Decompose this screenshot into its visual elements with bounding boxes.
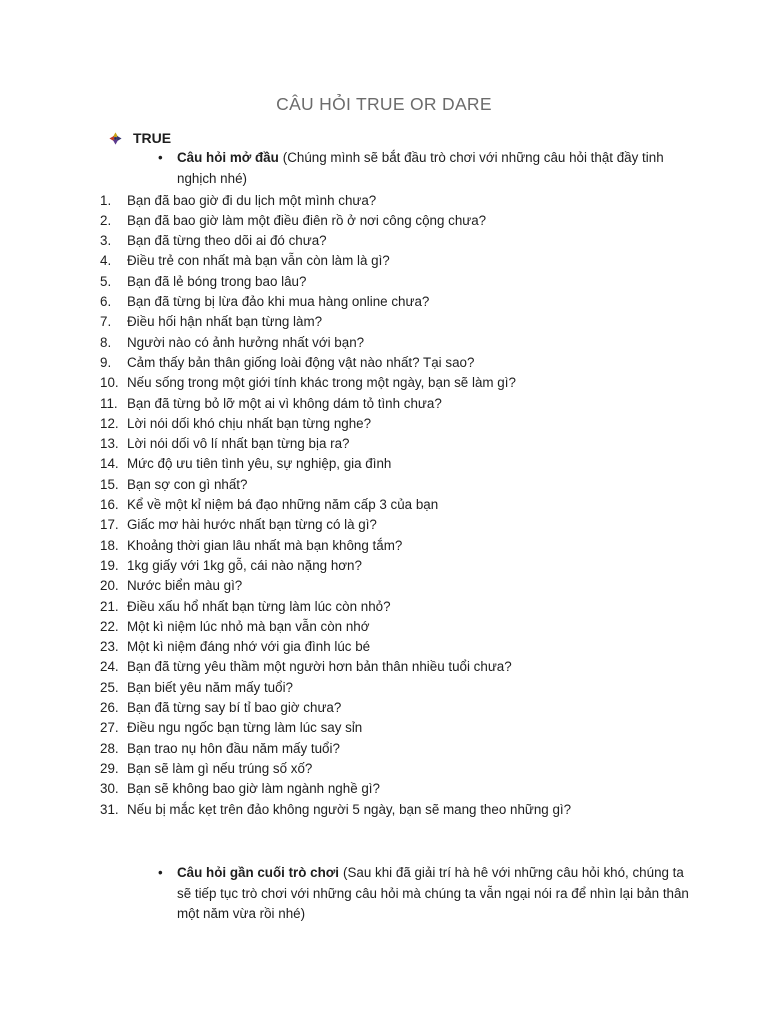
- question-number: 27.: [100, 720, 119, 736]
- page-title: CÂU HỎI TRUE OR DARE: [276, 94, 492, 114]
- question-number: 8.: [100, 334, 112, 350]
- question-item: [100, 800, 680, 820]
- question-text: Giấc mơ hài hước nhất bạn từng có là gì?: [127, 517, 377, 533]
- outro-text: [177, 863, 693, 925]
- question-number: 23.: [100, 639, 119, 655]
- question-text: Một kì niệm đáng nhớ với gia đình lúc bé: [127, 639, 371, 655]
- question-number: 18.: [100, 537, 119, 553]
- question-text: Bạn đã bao giờ đi du lịch một mình chưa?: [127, 192, 377, 208]
- question-item: [100, 373, 680, 393]
- question-number: 9.: [100, 354, 112, 370]
- question-text: 1kg giấy với 1kg gỗ, cái nào nặng hơn?: [127, 557, 362, 573]
- question-number: 6.: [100, 294, 112, 310]
- question-item: [100, 556, 680, 576]
- question-number: 22.: [100, 618, 119, 634]
- question-text: Mức độ ưu tiên tình yêu, sự nghiệp, gia đình: [127, 456, 392, 472]
- question-number: 26.: [100, 700, 119, 716]
- question-number: 16.: [100, 497, 119, 513]
- question-number: 21.: [100, 598, 119, 614]
- question-item: [100, 779, 680, 799]
- question-item: [100, 475, 680, 495]
- question-number: 2.: [100, 212, 112, 228]
- question-number: 3.: [100, 233, 112, 249]
- question-text: Điều hối hận nhất bạn từng làm?: [127, 314, 323, 330]
- question-item: [100, 718, 680, 738]
- question-text: Điều trẻ con nhất mà bạn vẫn còn làm là gì?: [127, 253, 390, 269]
- question-number: 24.: [100, 659, 119, 675]
- question-item: [100, 231, 680, 251]
- question-text: Bạn đã bao giờ làm một điều điên rồ ở nơi công cộng chưa?: [127, 212, 487, 228]
- question-number: 30.: [100, 781, 119, 797]
- question-number: 12.: [100, 415, 119, 431]
- question-item: [100, 414, 680, 434]
- question-number: 17.: [100, 517, 119, 533]
- question-item: [100, 597, 680, 617]
- true-section-heading: [109, 128, 768, 148]
- question-text: Bạn đã từng say bí tỉ bao giờ chưa?: [127, 700, 342, 716]
- question-item: [100, 759, 680, 779]
- outro-description: (Sau khi đã giải trí hà hê với những câu hỏi khó, chúng ta sẽ tiếp tục trò chơi với những câu hỏi mà chúng ta vẫn ngại nói ra để nhìn lại bản thân một năm vừa rồi nhé): [177, 864, 689, 922]
- question-list: [100, 191, 680, 820]
- question-item: [100, 454, 680, 474]
- question-text: Một kì niệm lúc nhỏ mà bạn vẫn còn nhớ: [127, 618, 370, 634]
- question-text: Bạn đã từng bị lừa đảo khi mua hàng online chưa?: [127, 294, 430, 310]
- question-number: 13.: [100, 436, 119, 452]
- question-number: 31.: [100, 801, 119, 817]
- question-item: [100, 657, 680, 677]
- question-number: 19.: [100, 557, 119, 573]
- question-item: [100, 394, 680, 414]
- question-item: [100, 251, 680, 271]
- question-text: Nếu bị mắc kẹt trên đảo không người 5 ngày, bạn sẽ mang theo những gì?: [127, 801, 572, 817]
- question-number: 29.: [100, 760, 119, 776]
- question-text: Bạn đã từng bỏ lỡ một ai vì không dám tỏ tình chưa?: [127, 395, 442, 411]
- question-text: Người nào có ảnh hưởng nhất với bạn?: [127, 334, 365, 350]
- question-number: 14.: [100, 456, 119, 472]
- question-item: [100, 698, 680, 718]
- question-item: [100, 739, 680, 759]
- true-heading-label: TRUE: [133, 130, 172, 146]
- question-text: Bạn trao nụ hôn đầu năm mấy tuổi?: [127, 740, 340, 756]
- question-item: [100, 576, 680, 596]
- question-item: [100, 536, 680, 556]
- intro-text: [177, 148, 693, 190]
- question-text: Bạn biết yêu năm mấy tuổi?: [127, 679, 293, 695]
- question-item: [100, 191, 680, 211]
- question-text: Bạn đã từng theo dõi ai đó chưa?: [127, 233, 327, 249]
- bullet-icon: •: [158, 150, 163, 165]
- question-item: [100, 333, 680, 353]
- intro-lead: Câu hỏi mở đầu: [177, 150, 279, 165]
- question-number: 4.: [100, 253, 112, 269]
- question-number: 15.: [100, 476, 119, 492]
- question-text: Bạn sợ con gì nhất?: [127, 476, 248, 492]
- question-item: [100, 617, 680, 637]
- question-number: 25.: [100, 679, 119, 695]
- question-text: Khoảng thời gian lâu nhất mà bạn không tắm?: [127, 537, 403, 553]
- question-text: Bạn sẽ làm gì nếu trúng số xố?: [127, 760, 313, 776]
- outro-lead: Câu hỏi gần cuối trò chơi: [177, 864, 340, 880]
- question-item: [100, 353, 680, 373]
- question-number: 10.: [100, 375, 119, 391]
- question-number: 1.: [100, 192, 112, 208]
- intro-description: (Chúng mình sẽ bắt đầu trò chơi với những câu hỏi thật đầy tinh nghịch nhé): [177, 150, 664, 186]
- question-item: [100, 272, 680, 292]
- question-text: Lời nói dối vô lí nhất bạn từng bịa ra?: [127, 436, 350, 452]
- intro-bullet-item: [158, 148, 768, 190]
- question-item: [100, 211, 680, 231]
- question-item: [100, 515, 680, 535]
- question-item: [100, 495, 680, 515]
- question-item: [100, 678, 680, 698]
- question-item: [100, 637, 680, 657]
- question-text: Nếu sống trong một giới tính khác trong một ngày, bạn sẽ làm gì?: [127, 375, 516, 391]
- question-text: Điều xấu hổ nhất bạn từng làm lúc còn nhỏ?: [127, 598, 391, 614]
- outro-bullet-item: [158, 863, 768, 925]
- question-text: Điều ngu ngốc bạn từng làm lúc say sỉn: [127, 720, 363, 736]
- question-text: Bạn sẽ không bao giờ làm ngành nghề gì?: [127, 781, 380, 797]
- question-number: 11.: [100, 395, 118, 411]
- question-number: 20.: [100, 578, 119, 594]
- question-text: Bạn đã lẻ bóng trong bao lâu?: [127, 273, 307, 289]
- bullet-icon: •: [158, 864, 163, 880]
- question-number: 7.: [100, 314, 112, 330]
- question-number: 5.: [100, 273, 112, 289]
- question-text: Kể về một kỉ niệm bá đạo những năm cấp 3 của bạn: [127, 497, 439, 513]
- question-text: Lời nói dối khó chịu nhất bạn từng nghe?: [127, 415, 372, 431]
- question-text: Cảm thấy bản thân giống loài động vật nào nhất? Tại sao?: [127, 354, 475, 370]
- question-item: [100, 434, 680, 454]
- question-item: [100, 312, 680, 332]
- question-text: Bạn đã từng yêu thầm một người hơn bản thân nhiều tuổi chưa?: [127, 659, 512, 675]
- question-text: Nước biển màu gì?: [127, 578, 243, 594]
- question-number: 28.: [100, 740, 119, 756]
- question-item: [100, 292, 680, 312]
- four-color-bullet-icon: [109, 132, 122, 145]
